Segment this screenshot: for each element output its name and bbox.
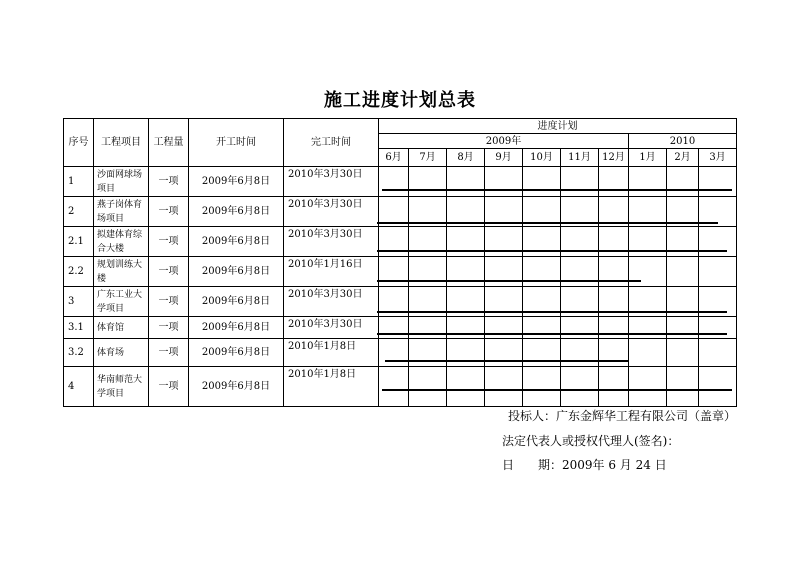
date-line: 日 期：2009年 6 月 24 日 <box>502 458 667 472</box>
header-seq: 序号 <box>64 119 94 167</box>
row-start: 2009年6月8日 <box>189 227 284 257</box>
header-month: 1月 <box>629 149 667 167</box>
header-month: 2月 <box>667 149 699 167</box>
header-month: 11月 <box>561 149 599 167</box>
representative-line: 法定代表人或授权代理人(签名)： <box>502 434 680 448</box>
row-quantity: 一项 <box>149 317 189 339</box>
row-seq: 1 <box>64 167 94 197</box>
header-month: 12月 <box>599 149 629 167</box>
row-finish: 2010年3月30日 <box>284 227 379 257</box>
row-start: 2009年6月8日 <box>189 257 284 287</box>
table-row <box>64 227 737 257</box>
header-start: 开工时间 <box>189 119 284 167</box>
row-quantity: 一项 <box>149 197 189 227</box>
row-seq: 2.1 <box>64 227 94 257</box>
page-title: 施工进度计划总表 <box>324 90 476 111</box>
row-start: 2009年6月8日 <box>189 317 284 339</box>
progress-bar <box>377 280 641 282</box>
row-quantity: 一项 <box>149 367 189 407</box>
row-quantity: 一项 <box>149 287 189 317</box>
row-quantity: 一项 <box>149 339 189 367</box>
row-finish: 2010年1月8日 <box>284 367 379 407</box>
row-finish: 2010年3月30日 <box>284 197 379 227</box>
header-month: 10月 <box>523 149 561 167</box>
progress-bar <box>377 250 727 252</box>
row-seq: 4 <box>64 367 94 407</box>
progress-bar <box>385 360 629 362</box>
progress-bar <box>382 189 732 191</box>
header-month: 6月 <box>379 149 409 167</box>
row-quantity: 一项 <box>149 257 189 287</box>
row-seq: 2.2 <box>64 257 94 287</box>
row-finish: 2010年3月30日 <box>284 287 379 317</box>
row-project: 广东工业大学项目 <box>94 287 149 317</box>
row-quantity: 一项 <box>149 167 189 197</box>
progress-bar <box>382 389 732 391</box>
header-plan: 进度计划 <box>379 119 737 134</box>
row-start: 2009年6月8日 <box>189 197 284 227</box>
row-project: 体育馆 <box>94 317 149 339</box>
row-finish: 2010年1月16日 <box>284 257 379 287</box>
header-quantity: 工程量 <box>149 119 189 167</box>
header-month: 9月 <box>485 149 523 167</box>
row-project: 体育场 <box>94 339 149 367</box>
progress-bar <box>377 311 727 313</box>
row-seq: 3 <box>64 287 94 317</box>
header-year-2009: 2009年 <box>379 134 629 149</box>
row-start: 2009年6月8日 <box>189 287 284 317</box>
row-quantity: 一项 <box>149 227 189 257</box>
row-finish: 2010年3月30日 <box>284 317 379 339</box>
table-row <box>64 317 737 339</box>
row-project: 拟建体育综合大楼 <box>94 227 149 257</box>
header-year-2010: 2010 <box>629 134 737 149</box>
table-row <box>64 167 737 197</box>
row-finish: 2010年3月30日 <box>284 167 379 197</box>
header-month: 7月 <box>409 149 447 167</box>
row-finish: 2010年1月8日 <box>284 339 379 367</box>
row-project: 燕子岗体育场项目 <box>94 197 149 227</box>
row-seq: 3.1 <box>64 317 94 339</box>
header-project: 工程项目 <box>94 119 149 167</box>
table-row <box>64 339 737 367</box>
table-row <box>64 367 737 407</box>
header-month: 8月 <box>447 149 485 167</box>
progress-bar <box>377 333 727 335</box>
schedule-table <box>63 118 737 407</box>
progress-bar <box>377 222 718 224</box>
row-seq: 3.2 <box>64 339 94 367</box>
row-project: 沙面网球场项目 <box>94 167 149 197</box>
row-project: 华南师范大学项目 <box>94 367 149 407</box>
bidder-line: 投标人：广东金辉华工程有限公司（盖章） <box>508 409 737 423</box>
row-start: 2009年6月8日 <box>189 367 284 407</box>
row-start: 2009年6月8日 <box>189 167 284 197</box>
row-project: 规划训练大楼 <box>94 257 149 287</box>
header-finish: 完工时间 <box>284 119 379 167</box>
table-row <box>64 257 737 287</box>
header-month: 3月 <box>699 149 737 167</box>
row-seq: 2 <box>64 197 94 227</box>
row-start: 2009年6月8日 <box>189 339 284 367</box>
